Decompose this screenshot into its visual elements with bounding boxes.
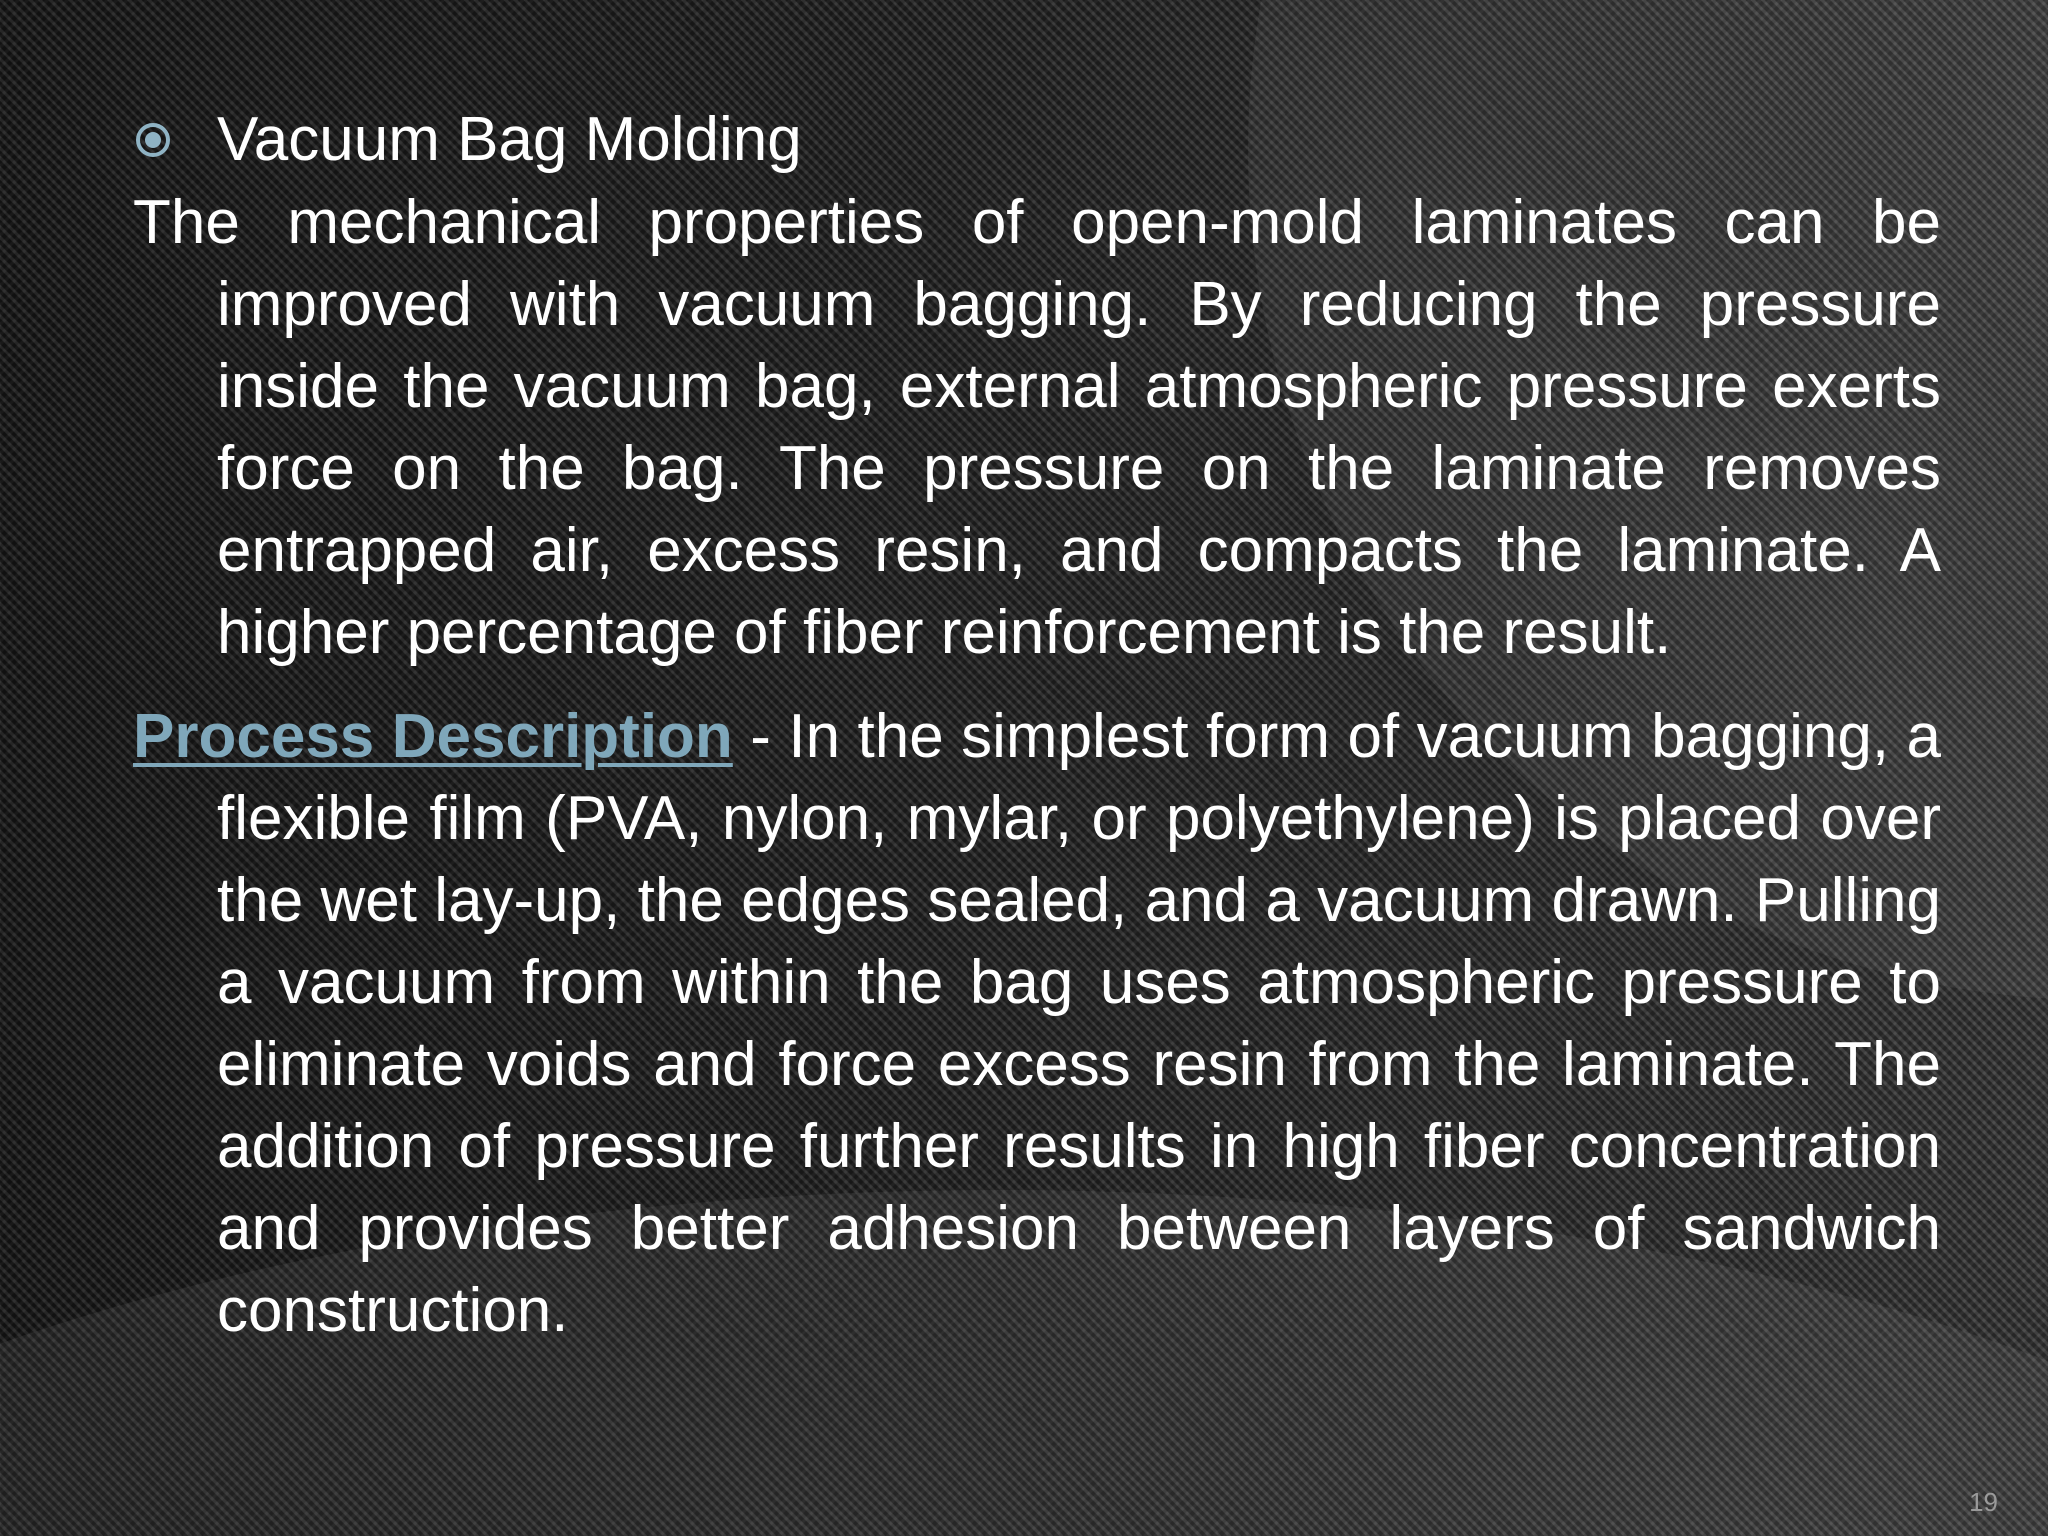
circle-bullet-icon [135,122,171,158]
bullet-heading: Vacuum Bag Molding [217,105,802,174]
paragraph-process-description [133,696,1941,1352]
process-description-text: - In the simplest form of vacuum bagging, a flexible film (PVA, nylon, mylar, or polyethylene) is placed over the wet lay-up, the edges sealed, and a vacuum drawn. Pulling a vacuum from within the bag uses atmospheric pressure to eliminate voids and force excess resin from the laminate. The addition of pressure further results in high fiber concentration and provides better adhesion between layers of sandwich construction. [217,702,1941,1345]
paragraph-vacuum-bagging: The mechanical properties of open-mold laminates can be improved with vacuum bagging. By reducing the pressure inside the vacuum bag, external atmospheric pressure exerts force on the bag. The pressure on the laminate removes entrapped air, excess resin, and compacts the laminate. A higher percentage of fiber reinforcement is the result. [133,188,1941,667]
process-description-link[interactable]: Process Description [133,702,733,771]
slide-content [133,98,1941,1352]
slide-number: 19 [1969,1487,1998,1517]
bullet-item [133,98,1941,182]
